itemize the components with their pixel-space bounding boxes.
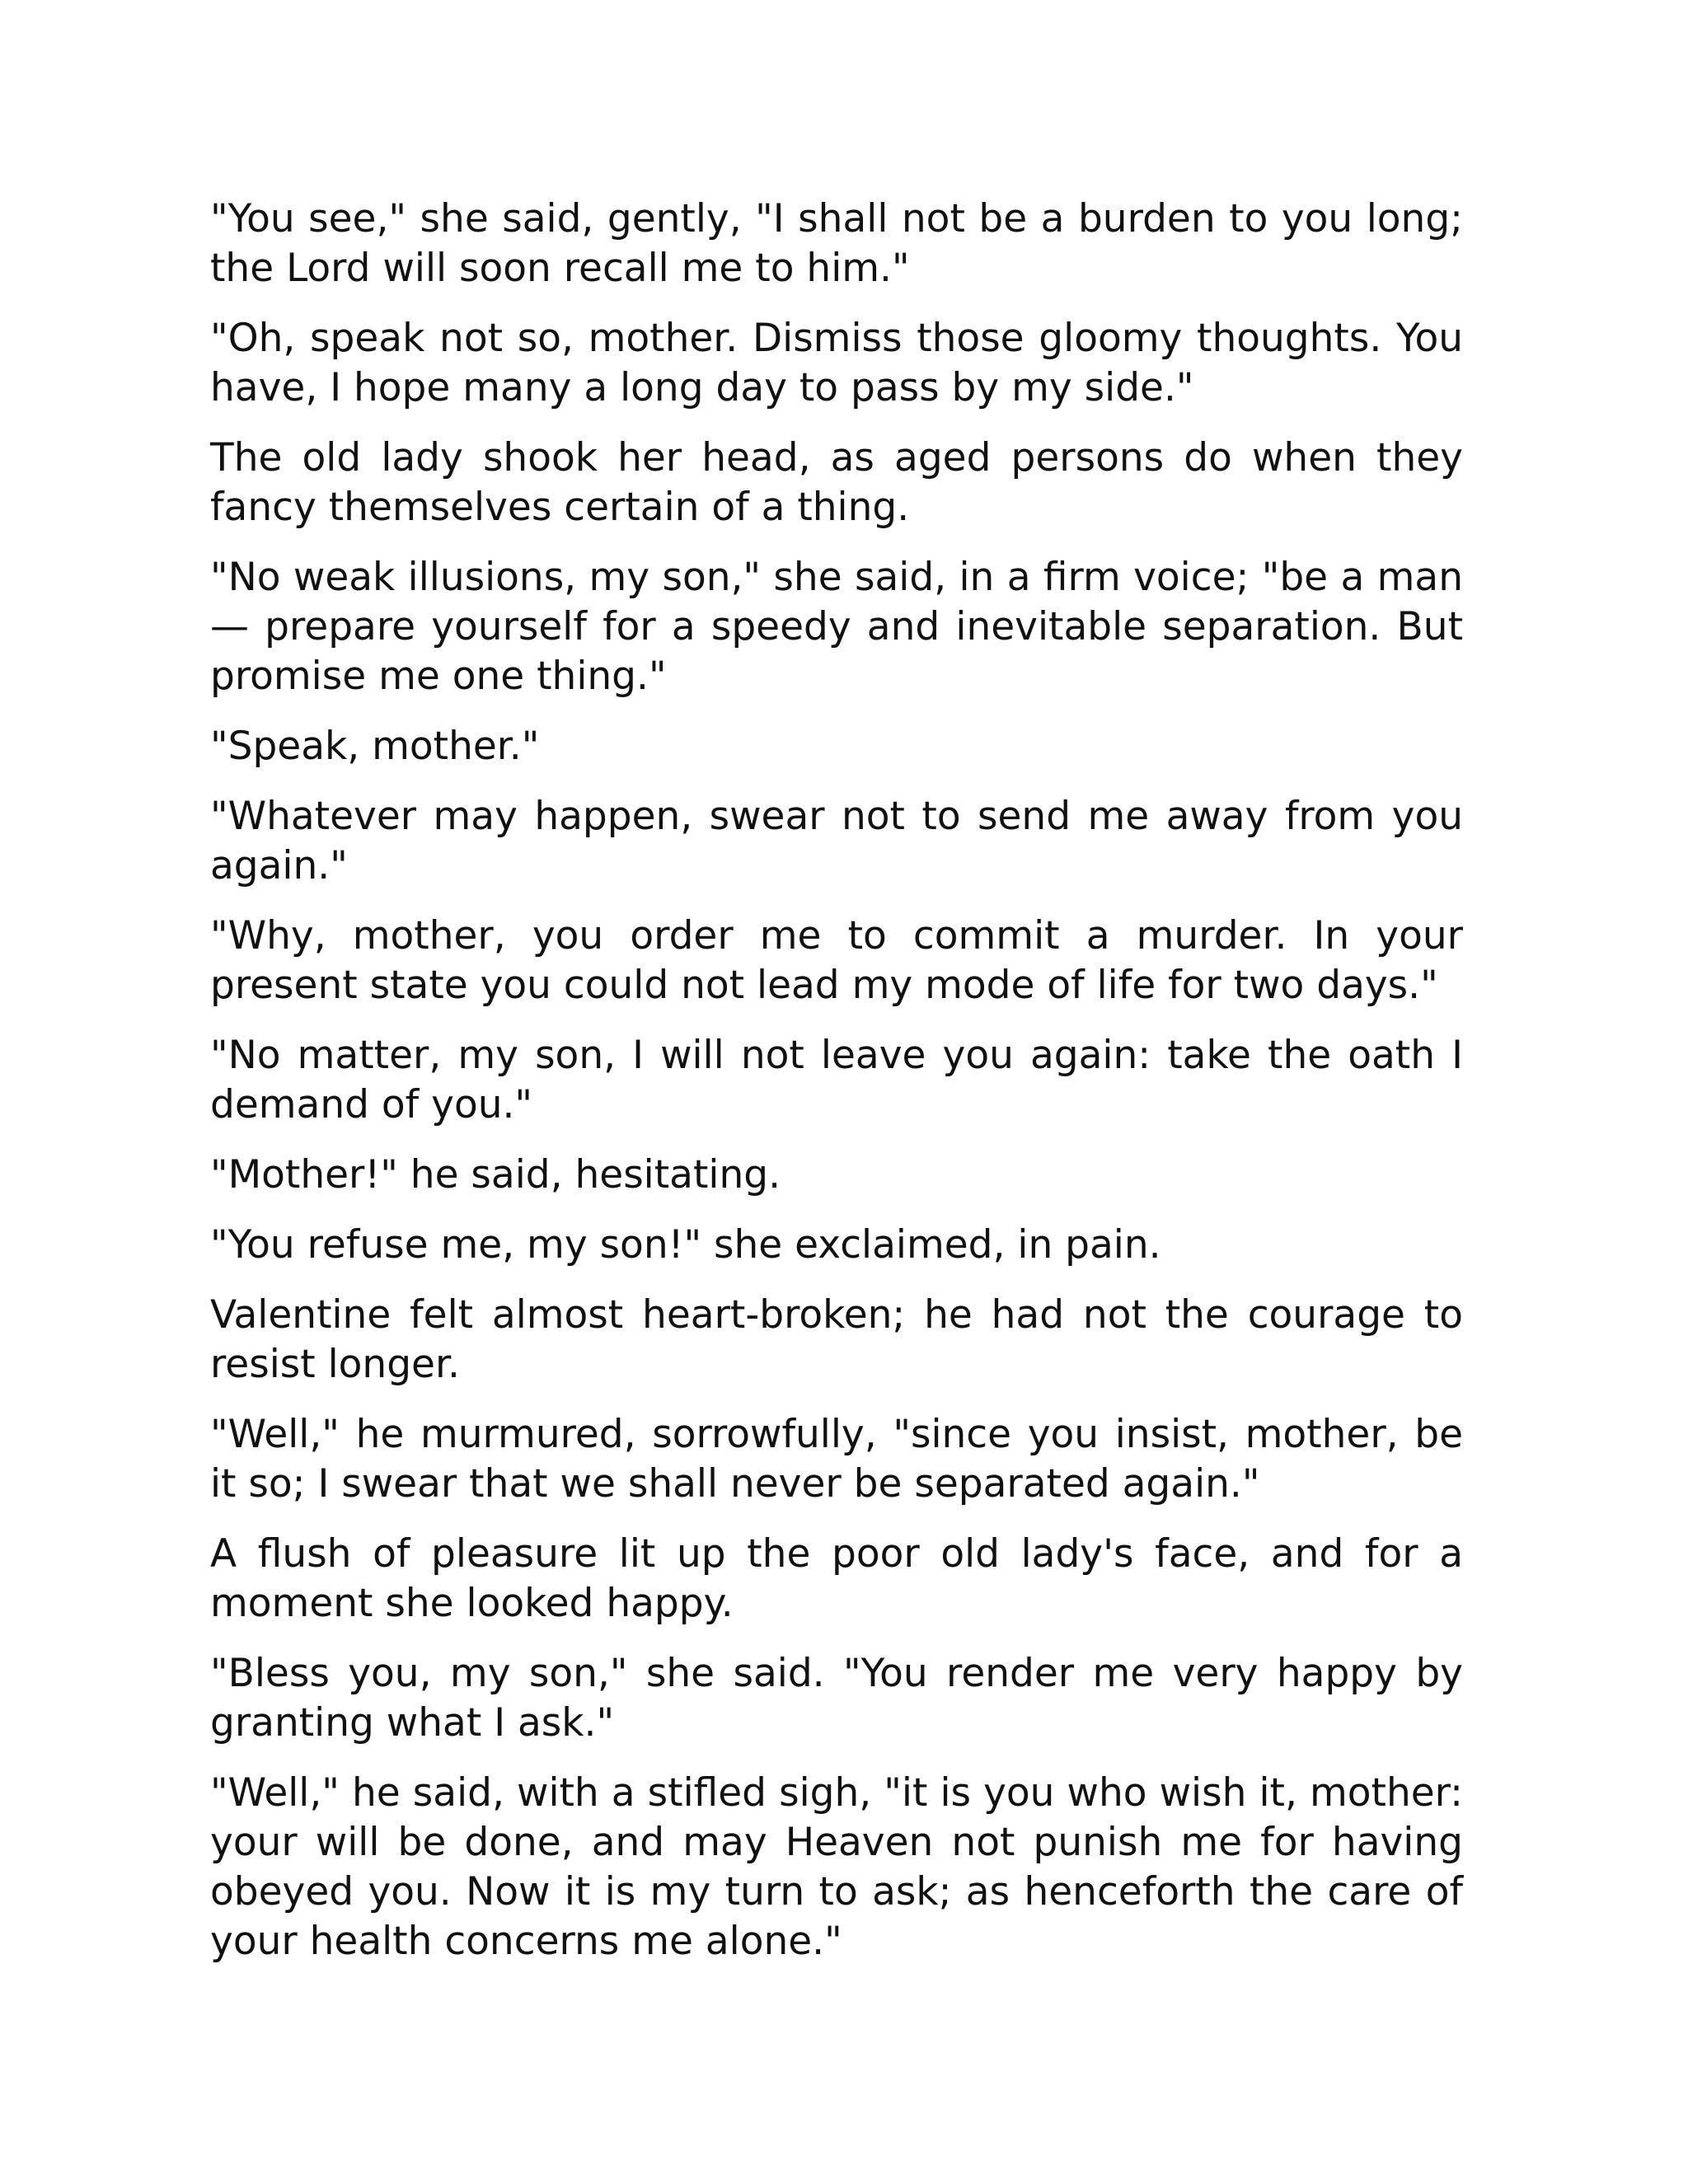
paragraph-13: A flush of pleasure lit up the poor old lady's face, and for a moment she looked happy. — [210, 1531, 1463, 1626]
paragraph-9: "Mother!" he said, hesitating. — [210, 1152, 781, 1197]
paragraph-10: "You refuse me, my son!" she exclaimed, in pain. — [210, 1222, 1161, 1268]
paragraph-11: Valentine felt almost heart-broken; he had not the courage to resist longer. — [210, 1292, 1463, 1387]
paragraph-1: "You see," she said, gently, "I shall not be a burden to you long; the Lord will soon recall me to him." — [210, 196, 1463, 291]
paragraph-5: "Speak, mother." — [210, 724, 540, 769]
paragraph-2: "Oh, speak not so, mother. Dismiss those gloomy thoughts. You have, I hope many a long day to pass by my side." — [210, 316, 1463, 410]
paragraph-12: "Well," he murmured, sorrowfully, "since you insist, mother, be it so; I swear that we shall never be separated again." — [210, 1412, 1463, 1507]
paragraph-3: The old lady shook her head, as aged persons do when they fancy themselves certain of a thing. — [210, 435, 1463, 530]
paragraph-7: "Why, mother, you order me to commit a murder. In your present state you could not lead my mode of life for two days." — [210, 913, 1463, 1008]
paragraph-15: "Well," he said, with a stifled sigh, "it is you who wish it, mother: your will be done, and may Heaven not punish me for having obeyed you. Now it is my turn to ask; as henceforth the care of your health concerns me alone." — [210, 1770, 1463, 1964]
paragraph-6: "Whatever may happen, swear not to send me away from you again." — [210, 794, 1463, 888]
body-text — [210, 194, 1463, 1987]
paragraph-14: "Bless you, my son," she said. "You render me very happy by granting what I ask." — [210, 1651, 1463, 1746]
paragraph-4: "No weak illusions, my son," she said, in a firm voice; "be a man— prepare yourself for a speedy and inevitable separation. But promise me one thing." — [210, 555, 1463, 699]
paragraph-8: "No matter, my son, I will not leave you again: take the oath I demand of you." — [210, 1033, 1463, 1127]
